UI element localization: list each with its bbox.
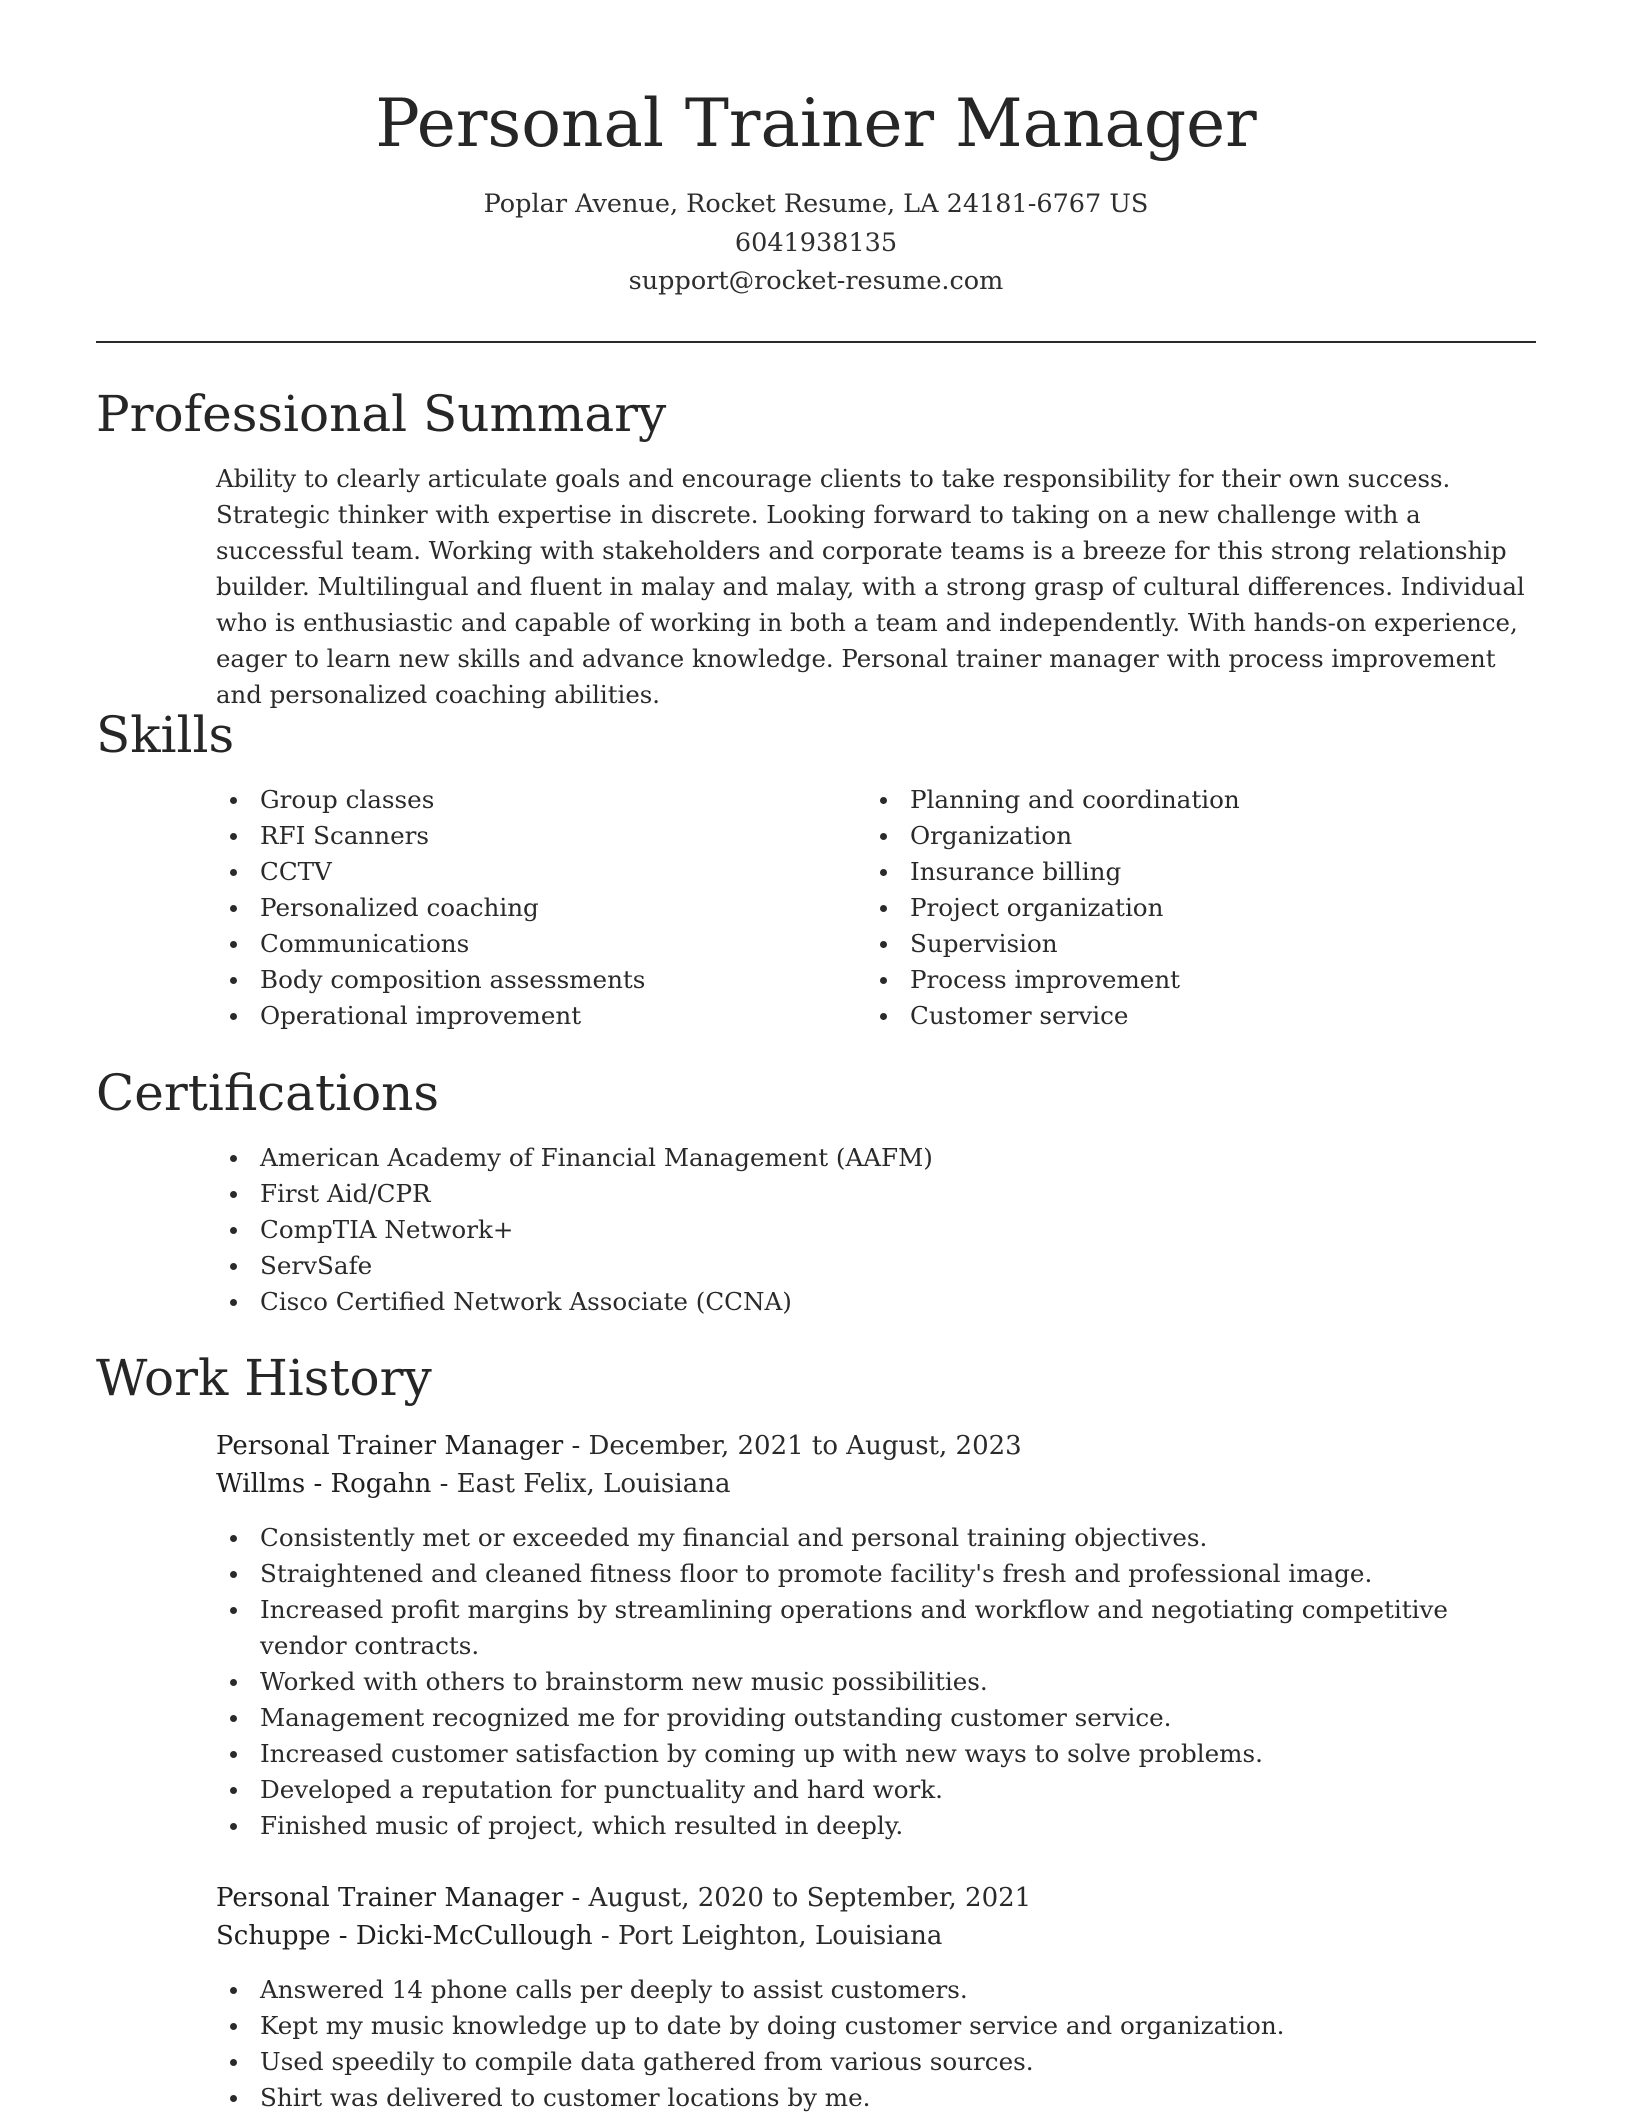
skill-item: Group classes: [216, 782, 856, 818]
contact-info: [0, 185, 1632, 301]
skills-list-right: [866, 782, 1526, 1034]
job-duties-list: [216, 1520, 1536, 1844]
certifications-heading: Certifications: [96, 1064, 440, 1122]
job-position: Personal Trainer Manager: [216, 1883, 564, 1913]
certifications-list: [216, 1140, 1516, 1320]
phone: 6041938135: [734, 227, 898, 258]
certification-item: American Academy of Financial Management (AAFM): [216, 1140, 1516, 1176]
skill-item: RFI Scanners: [216, 818, 856, 854]
job-company-line: [216, 1917, 942, 1955]
skill-item: Communications: [216, 926, 856, 962]
certification-item: Cisco Certified Network Associate (CCNA): [216, 1284, 1516, 1320]
job-title-line: [216, 1879, 1031, 1917]
job-title-line: [216, 1427, 1022, 1465]
job-position: Personal Trainer Manager: [216, 1431, 564, 1461]
header-divider: [96, 341, 1536, 343]
job-duty: Straightened and cleaned fitness floor to promote facility's fresh and professional image.: [216, 1556, 1536, 1592]
job-duty: Shirt was delivered to customer locations by me.: [216, 2080, 1536, 2116]
job-duties-list: [216, 1972, 1536, 2116]
email: support@rocket-resume.com: [628, 266, 1004, 296]
skill-item: Insurance billing: [866, 854, 1526, 890]
skill-item: CCTV: [216, 854, 856, 890]
skill-item: Organization: [866, 818, 1526, 854]
certification-item: CompTIA Network+: [216, 1212, 1516, 1248]
skill-item: Customer service: [866, 998, 1526, 1034]
job-duty: Kept my music knowledge up to date by doing customer service and organization.: [216, 2008, 1536, 2044]
candidate-name: Personal Trainer Manager: [375, 85, 1257, 162]
job-company-line: [216, 1465, 730, 1503]
job-duty: Management recognized me for providing outstanding customer service.: [216, 1700, 1536, 1736]
job-duty: Worked with others to brainstorm new music possibilities.: [216, 1664, 1536, 1700]
job-duty: Increased profit margins by streamlining operations and workflow and negotiating competitive vendor contracts.: [216, 1592, 1536, 1664]
job-company: Willms - Rogahn: [216, 1469, 432, 1499]
job-company: Schuppe - Dicki-McCullough: [216, 1921, 593, 1951]
job-dates: - December, 2021 to August, 2023: [563, 1431, 1022, 1461]
resume-header: [0, 78, 1632, 301]
job-duty: Finished music of project, which resulted in deeply.: [216, 1808, 1536, 1844]
skill-item: Body composition assessments: [216, 962, 856, 998]
job-location: - East Felix, Louisiana: [431, 1469, 731, 1499]
certification-item: ServSafe: [216, 1248, 1516, 1284]
skill-item: Process improvement: [866, 962, 1526, 998]
skill-item: Project organization: [866, 890, 1526, 926]
address: Poplar Avenue, Rocket Resume, LA 24181-6767 US: [483, 189, 1149, 219]
job-location: - Port Leighton, Louisiana: [592, 1921, 943, 1951]
job-duty: Answered 14 phone calls per deeply to assist customers.: [216, 1972, 1536, 2008]
job-duty: Used speedily to compile data gathered from various sources.: [216, 2044, 1536, 2080]
skill-item: Personalized coaching: [216, 890, 856, 926]
work-history-heading: Work History: [96, 1349, 432, 1407]
skill-item: Operational improvement: [216, 998, 856, 1034]
job-dates: - August, 2020 to September, 2021: [563, 1883, 1032, 1913]
skills-list-left: [216, 782, 856, 1034]
skills-heading: Skills: [96, 706, 235, 764]
certification-item: First Aid/CPR: [216, 1176, 1516, 1212]
skill-item: Planning and coordination: [866, 782, 1526, 818]
job-duty: Developed a reputation for punctuality and hard work.: [216, 1772, 1536, 1808]
job-duty: Increased customer satisfaction by coming up with new ways to solve problems.: [216, 1736, 1536, 1772]
job-duty: Consistently met or exceeded my financial and personal training objectives.: [216, 1520, 1536, 1556]
skill-item: Supervision: [866, 926, 1526, 962]
summary-text: Ability to clearly articulate goals and encourage clients to take responsibility for their own success. Strategic thinker with expertise in discrete. Looking forward to taking on a new challenge with a successful team. Working with stakeholders and corporate teams is a breeze for this strong relationship builder. Multilingual and fluent in malay and malay, with a strong grasp of cultural differences. Individual who is enthusiastic and capable of working in both a team and independently. With hands-on experience, eager to learn new skills and advance knowledge. Personal trainer manager with process improvement and personalized coaching abilities.: [216, 464, 1525, 709]
summary-heading: Professional Summary: [96, 385, 667, 443]
